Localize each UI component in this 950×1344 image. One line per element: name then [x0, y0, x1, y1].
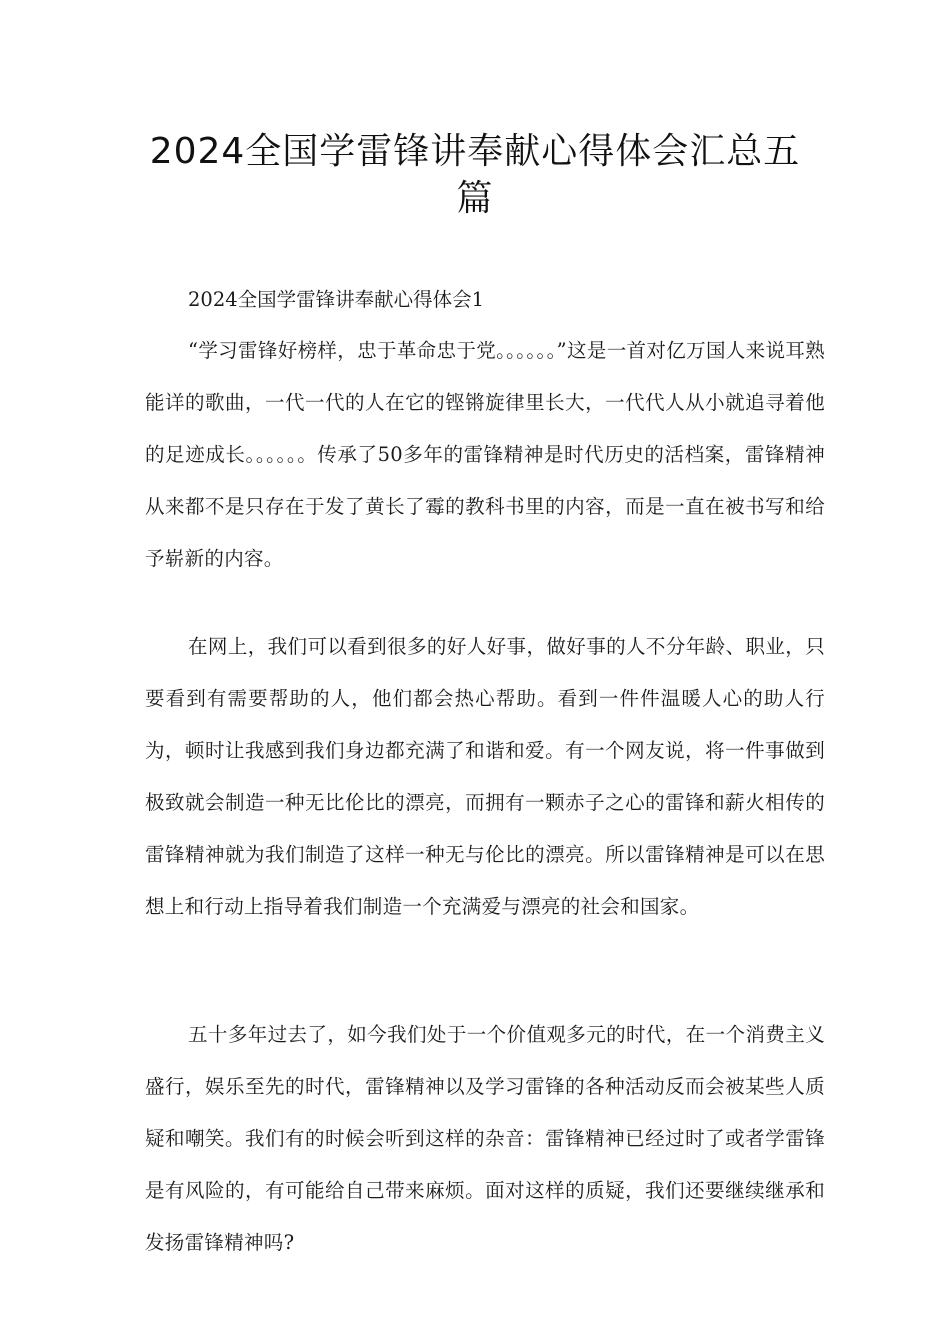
body-paragraph-2: 在网上，我们可以看到很多的好人好事，做好事的人不分年龄、职业，只要看到有需要帮助的人，他们都会热心帮助。看到一件件温暖人心的助人行为，顿时让我感到我们身边都充满了和谐和爱。有一个网友说，将一件事做到极致就会制造一种无比伦比的漂亮，而拥有一颗赤子之心的雷锋和薪火相传的雷锋精神就为我们制造了这样一种无与伦比的漂亮。所以雷锋精神是可以在思想上和行动上指导着我们制造一个充满爱与漂亮的社会和国家。	[145, 635, 825, 918]
document-title: 2024全国学雷锋讲奉献心得体会汇总五篇	[149, 131, 801, 219]
body-paragraph-3: 五十多年过去了，如今我们处于一个价值观多元的时代，在一个消费主义盛行，娱乐至先的时代，雷锋精神以及学习雷锋的各种活动反而会被某些人质疑和嘲笑。我们有的时候会听到这样的杂音：雷锋精神已经过时了或者学雷锋是有风险的，有可能给自己带来麻烦。面对这样的质疑，我们还要继续继承和发扬雷锋精神吗?	[145, 1023, 825, 1254]
body-paragraph-1: “学习雷锋好榜样，忠于革命忠于党。。。。。。”这是一首对亿万国人来说耳熟能详的歌曲，一代一代的人在它的铿锵旋律里长大，一代代人从小就追寻着他的足迹成长。。。。。。传承了50多年的雷锋精神是时代历史的活档案，雷锋精神从来都不是只存在于发了黄长了霉的教科书里的内容，而是一直在被书写和给予崭新的内容。	[145, 339, 825, 570]
section-heading: 2024全国学雷锋讲奉献心得体会1	[188, 288, 485, 311]
